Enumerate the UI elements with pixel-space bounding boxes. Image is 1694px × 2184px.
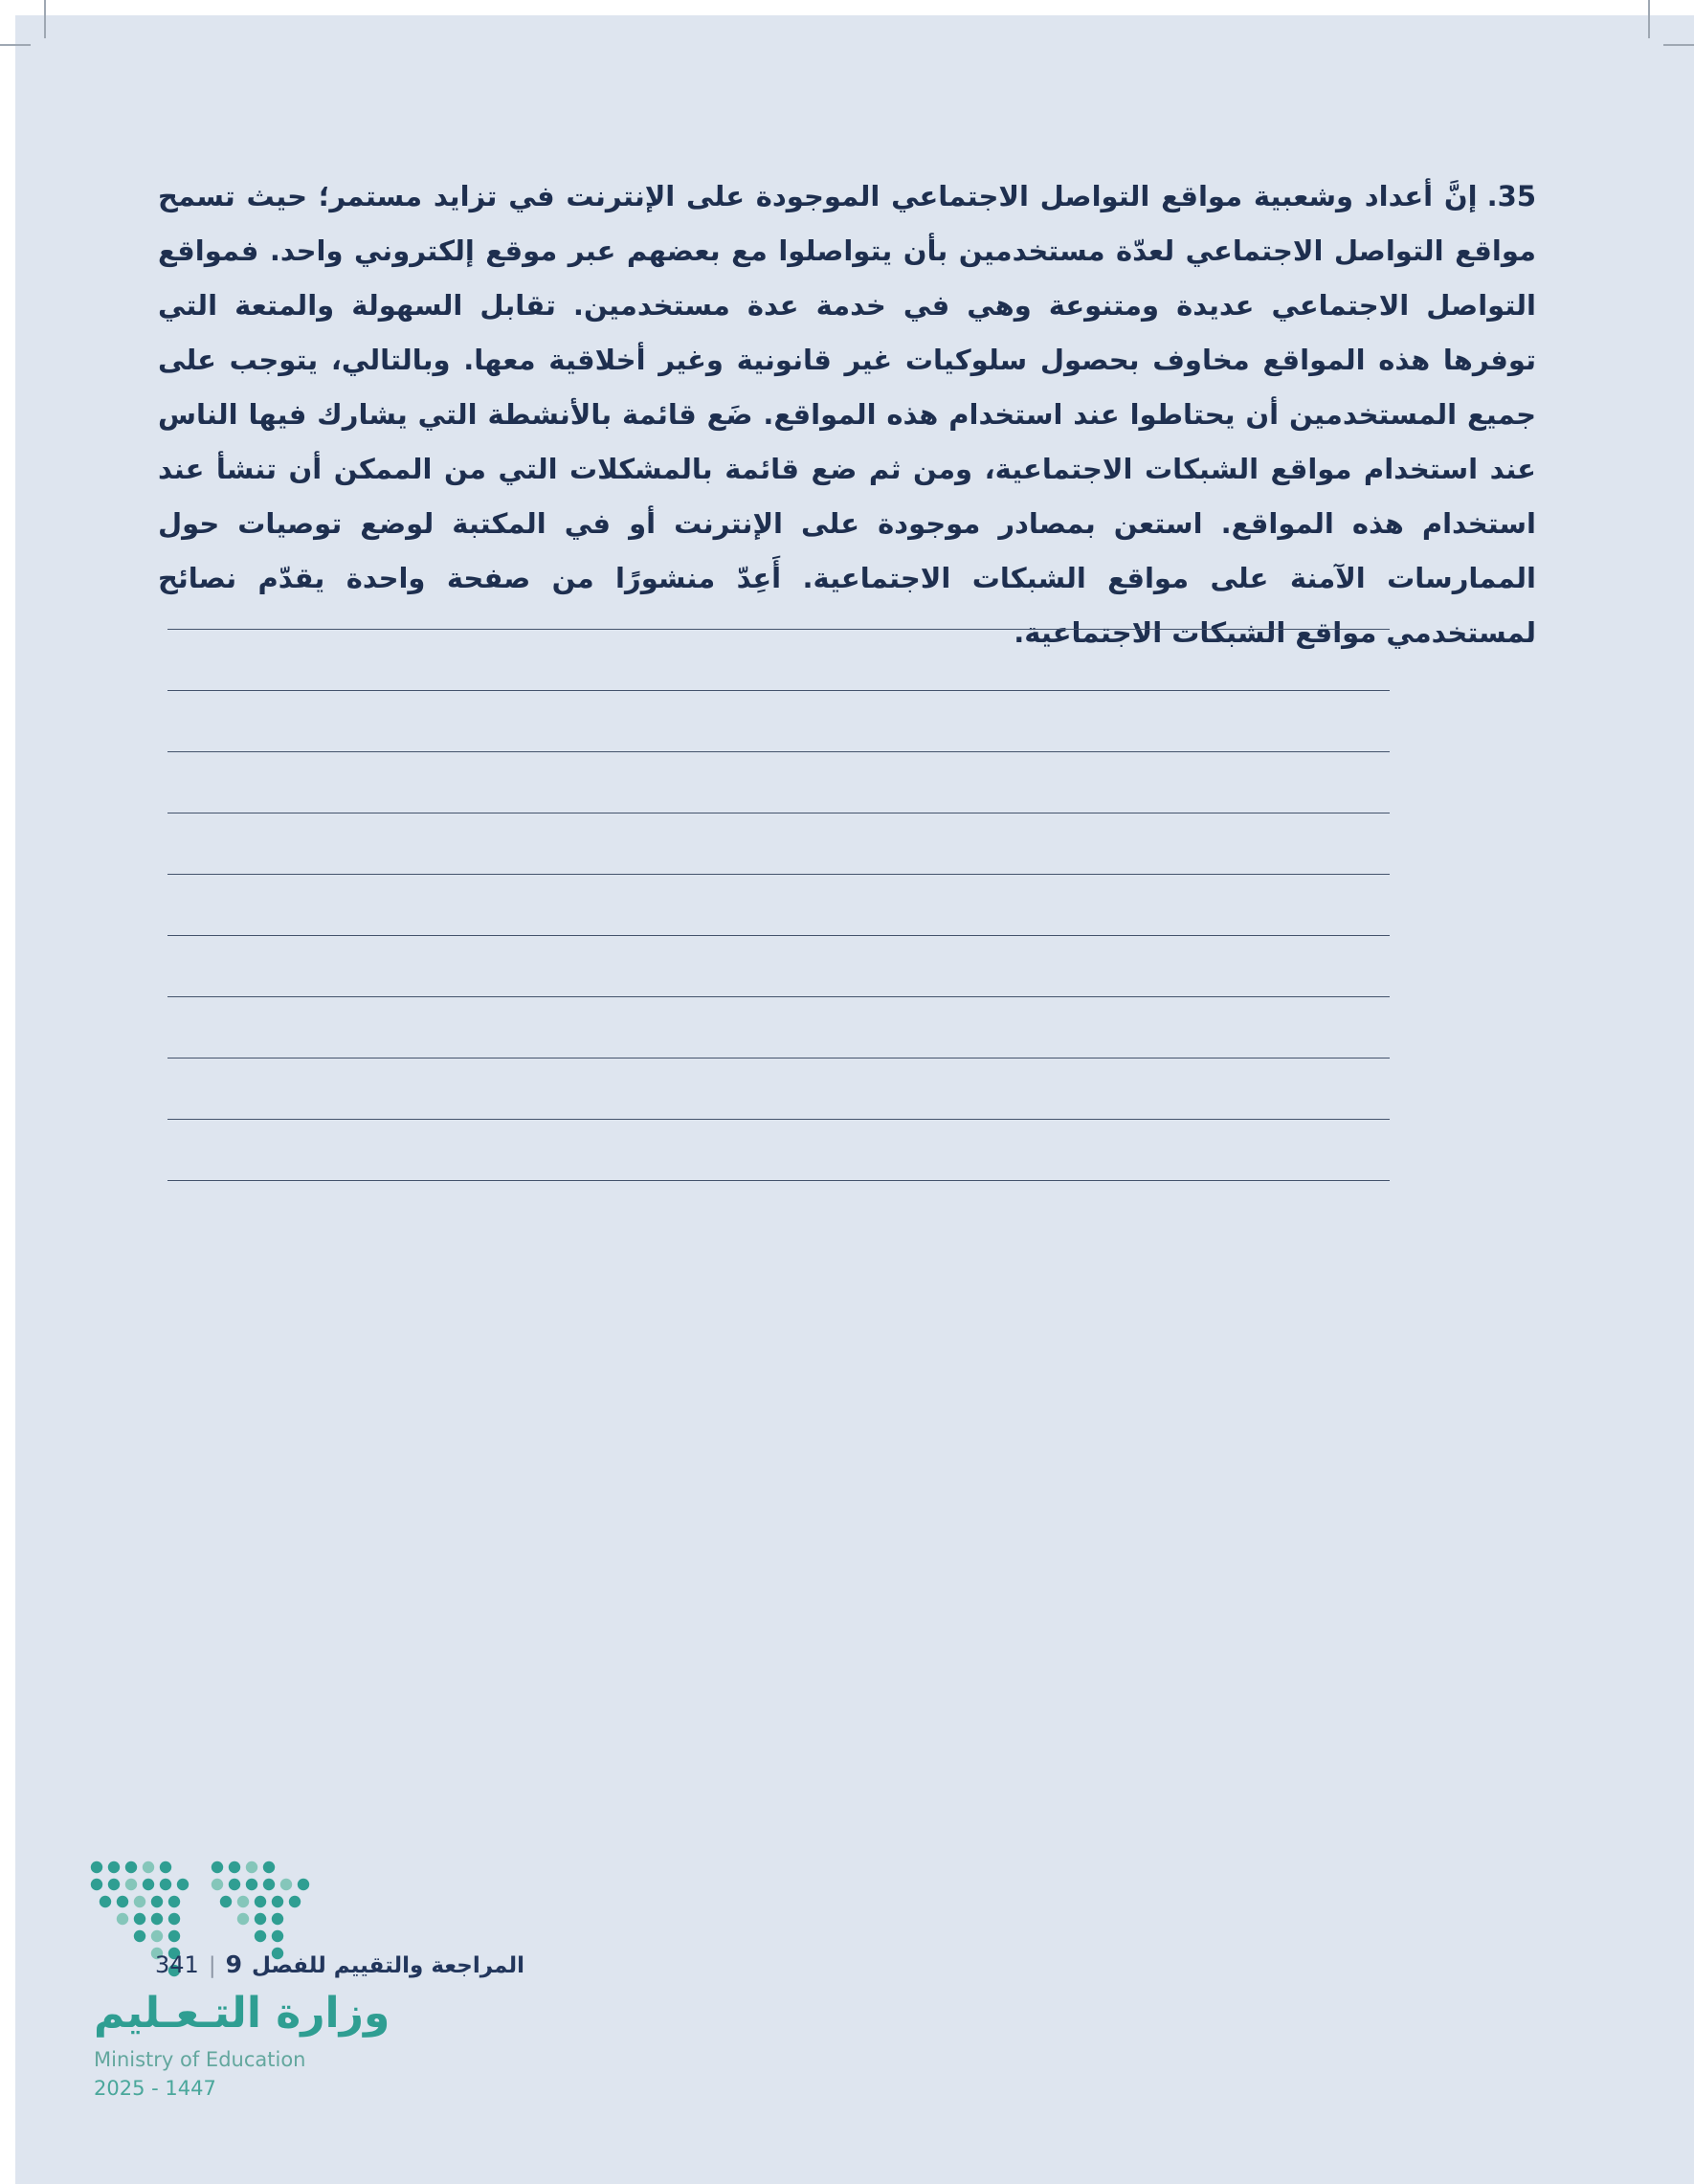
answer-line [167,1059,1390,1120]
crop-mark-top-right-horizontal [1663,44,1694,46]
answer-line [167,875,1390,936]
question-text: إنَّ أعداد وشعبية مواقع التواصل الاجتماعي الموجودة على الإنترنت في تزايد مستمر؛ حيث تسمح مواقع التواصل الاجتماعي لعدّة مستخدمين بأن يتواصلوا مع بعضهم عبر موقع إلكتروني واحد. فمواقع التواصل الاجتماعي عديدة ومتنوعة وهي في خدمة عدة مستخدمين. تقابل السهولة والمتعة التي توفرها هذه المواقع مخاوف بحصول سلوكيات غير قانونية وغير أخلاقية معها. وبالتالي، يتوجب على جميع المستخدمين أن يحتاطوا عند استخدام هذه المواقع. ضَع قائمة بالأنشطة التي يشارك فيها الناس عند استخدام مواقع الشبكات الاجتماعية، ومن ثم ضع قائمة بالمشكلات التي من الممكن أن تنشأ عند استخدام هذه المواقع. استعن بمصادر موجودة على الإنترنت أو في المكتبة لوضع توصيات حول الممارسات الآمنة على مواقع الشبكات الاجتماعية. أَعِدّ منشورًا من صفحة واحدة يقدّم نصائح لمستخدمي مواقع الشبكات الاجتماعية. [158,180,1536,649]
answer-line [167,568,1390,630]
crop-mark-top-left-vertical [44,0,46,38]
answer-line [167,630,1390,691]
ministry-name-english: Ministry of Education [94,2048,306,2071]
footer-review-line [155,1950,524,1978]
answer-line [167,752,1390,813]
answer-line [167,691,1390,752]
crop-mark-top-left-horizontal [0,44,31,46]
ministry-wordmark-arabic: وزارة التـعـليم [94,1989,390,2038]
question-number: 35. [1486,180,1536,212]
answer-line [167,936,1390,997]
answer-lines [167,568,1390,1181]
edition-year: 2025 - 1447 [94,2077,216,2100]
answer-line [167,813,1390,875]
footer-review-label: المراجعة والتقييم للفصل [251,1953,524,1978]
answer-line [167,1120,1390,1181]
crop-mark-top-right-vertical [1648,0,1650,38]
footer-separator: | [208,1953,216,1978]
footer-page-number: 341 [155,1951,199,1978]
footer-chapter-number: 9 [225,1950,242,1978]
answer-line [167,997,1390,1059]
